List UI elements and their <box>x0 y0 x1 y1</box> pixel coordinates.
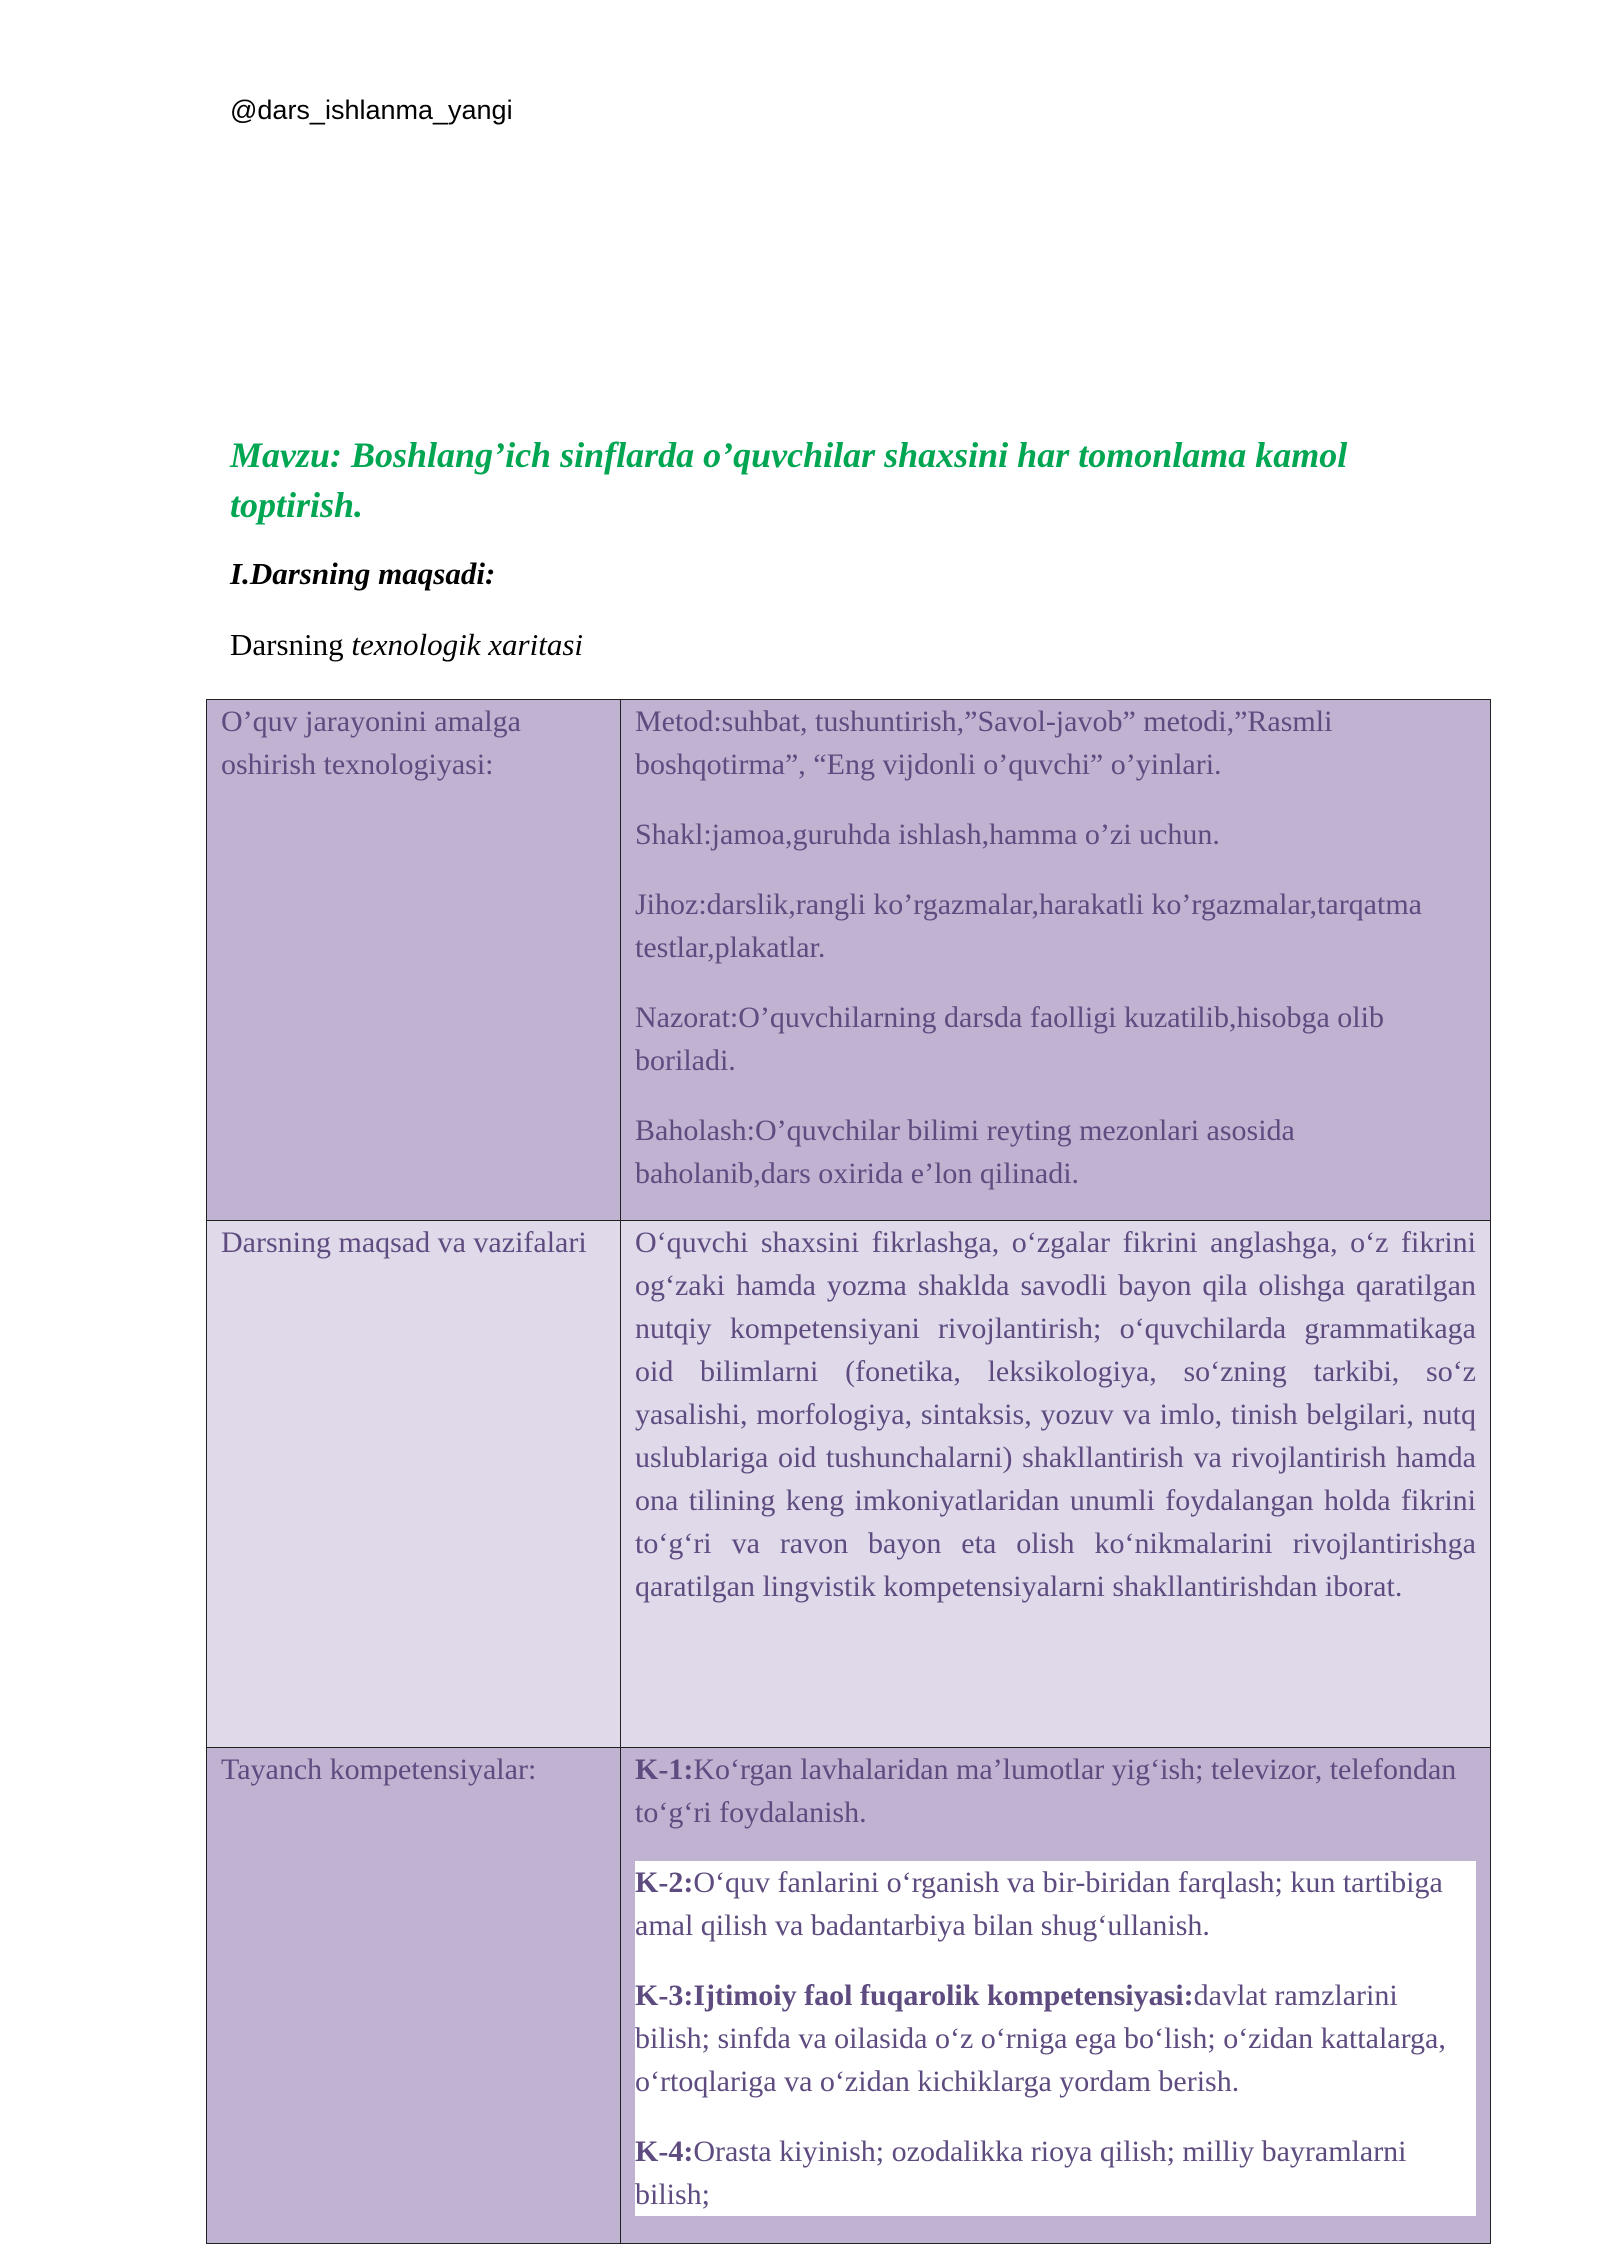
page-title: Mavzu: Boshlang’ich sinflarda o’quvchilar shaxsini har tomonlama kamol toptirish. <box>230 435 1348 525</box>
subtitle-italic: texnologik xaritasi <box>351 627 583 662</box>
competency-k2-text: O‘quv fanlarini o‘rganish va bir-biridan farqlash; kun tartibiga amal qilish va badantarbiya bilan shug‘ullanish. <box>635 1866 1443 1942</box>
competency-k3 <box>635 1974 1476 2103</box>
header-handle: @dars_ishlanma_yangi <box>230 95 513 125</box>
competency-k1 <box>635 1748 1476 1834</box>
competency-k4-key: K-4: <box>635 2135 694 2168</box>
technology-map-table <box>206 699 1491 2244</box>
competency-k4-text: Orasta kiyinish; ozodalikka rioya qilish; milliy bayramlarni bilish; <box>635 2135 1407 2211</box>
row3-content <box>621 1748 1491 2244</box>
competency-highlight-block <box>635 1861 1476 2216</box>
row1-item-control: Nazorat:O’quvchilarning darsda faolligi kuzatilib,hisobga olib boriladi. <box>635 1001 1384 1077</box>
row1-label: O’quv jarayonini amalga oshirish texnologiyasi: <box>207 700 621 1221</box>
subtitle <box>230 627 583 663</box>
competency-k3-text: davlat ramzlarini bilish; sinfda va oilasida o‘z o‘rniga ega bo‘lish; o‘zidan kattalarga, o‘rtoqlariga va o‘zidan kichiklarga yordam berish. <box>635 1979 1446 2098</box>
row1-item-form: Shakl:jamoa,guruhda ishlash,hamma o’zi uchun. <box>635 818 1220 851</box>
competency-k2-key: K-2: <box>635 1866 694 1899</box>
table-row <box>207 700 1491 1221</box>
row1-content <box>621 700 1491 1221</box>
row1-item-method: Metod:suhbat, tushuntirish,”Savol-javob” metodi,”Rasmli boshqotirma”, “Eng vijdonli o’quvchi” o’yinlari. <box>635 705 1333 781</box>
table-row <box>207 1748 1491 2244</box>
section-heading: I.Darsning maqsadi: <box>230 556 496 591</box>
competency-k4 <box>635 2130 1476 2216</box>
row2-content <box>621 1221 1491 1748</box>
competency-k1-key: K-1: <box>635 1753 694 1786</box>
competency-k3-key: K-3:Ijtimoiy faol fuqarolik kompetensiyasi: <box>635 1979 1194 2012</box>
row1-item-equipment: Jihoz:darslik,rangli ko’rgazmalar,harakatli ko’rgazmalar,tarqatma testlar,plakatlar. <box>635 888 1422 964</box>
competency-k1-text: Ko‘rgan lavhalaridan ma’lumotlar yig‘ish; televizor, telefondan to‘g‘ri foydalanish. <box>635 1753 1457 1829</box>
competency-k2 <box>635 1861 1476 1947</box>
subtitle-normal: Darsning <box>230 627 352 662</box>
row2-text: O‘quvchi shaxsini fikrlashga, o‘zgalar fikrini anglashga, o‘z fikrini og‘zaki hamda yozma shaklda savodli bayon qila olishga qaratilgan nutqiy kompetensiyani rivojlantirish; o‘quvchilarda grammatikaga oid bilimlarni (fonetika, leksikologiya, so‘zning tarkibi, so‘z yasalishi, morfologiya, sintaksis, yozuv va imlo, tinish belgilari, nutq uslublariga oid tushunchalarni) shakllantirish va rivojlantirish hamda ona tilining keng imkoniyatlaridan unumli foydalangan holda fikrini to‘g‘ri va ravon bayon eta olish ko‘nikmalarini rivojlantirishga qaratilgan lingvistik kompetensiyalarni shakllantirishdan iborat. <box>635 1226 1476 1603</box>
row2-label: Darsning maqsad va vazifalari <box>207 1221 621 1748</box>
row1-item-assessment: Baholash:O’quvchilar bilimi reyting mezonlari asosida baholanib,dars oxirida e’lon qilinadi. <box>635 1114 1295 1190</box>
table-row <box>207 1221 1491 1748</box>
row3-label: Tayanch kompetensiyalar: <box>207 1748 621 2244</box>
